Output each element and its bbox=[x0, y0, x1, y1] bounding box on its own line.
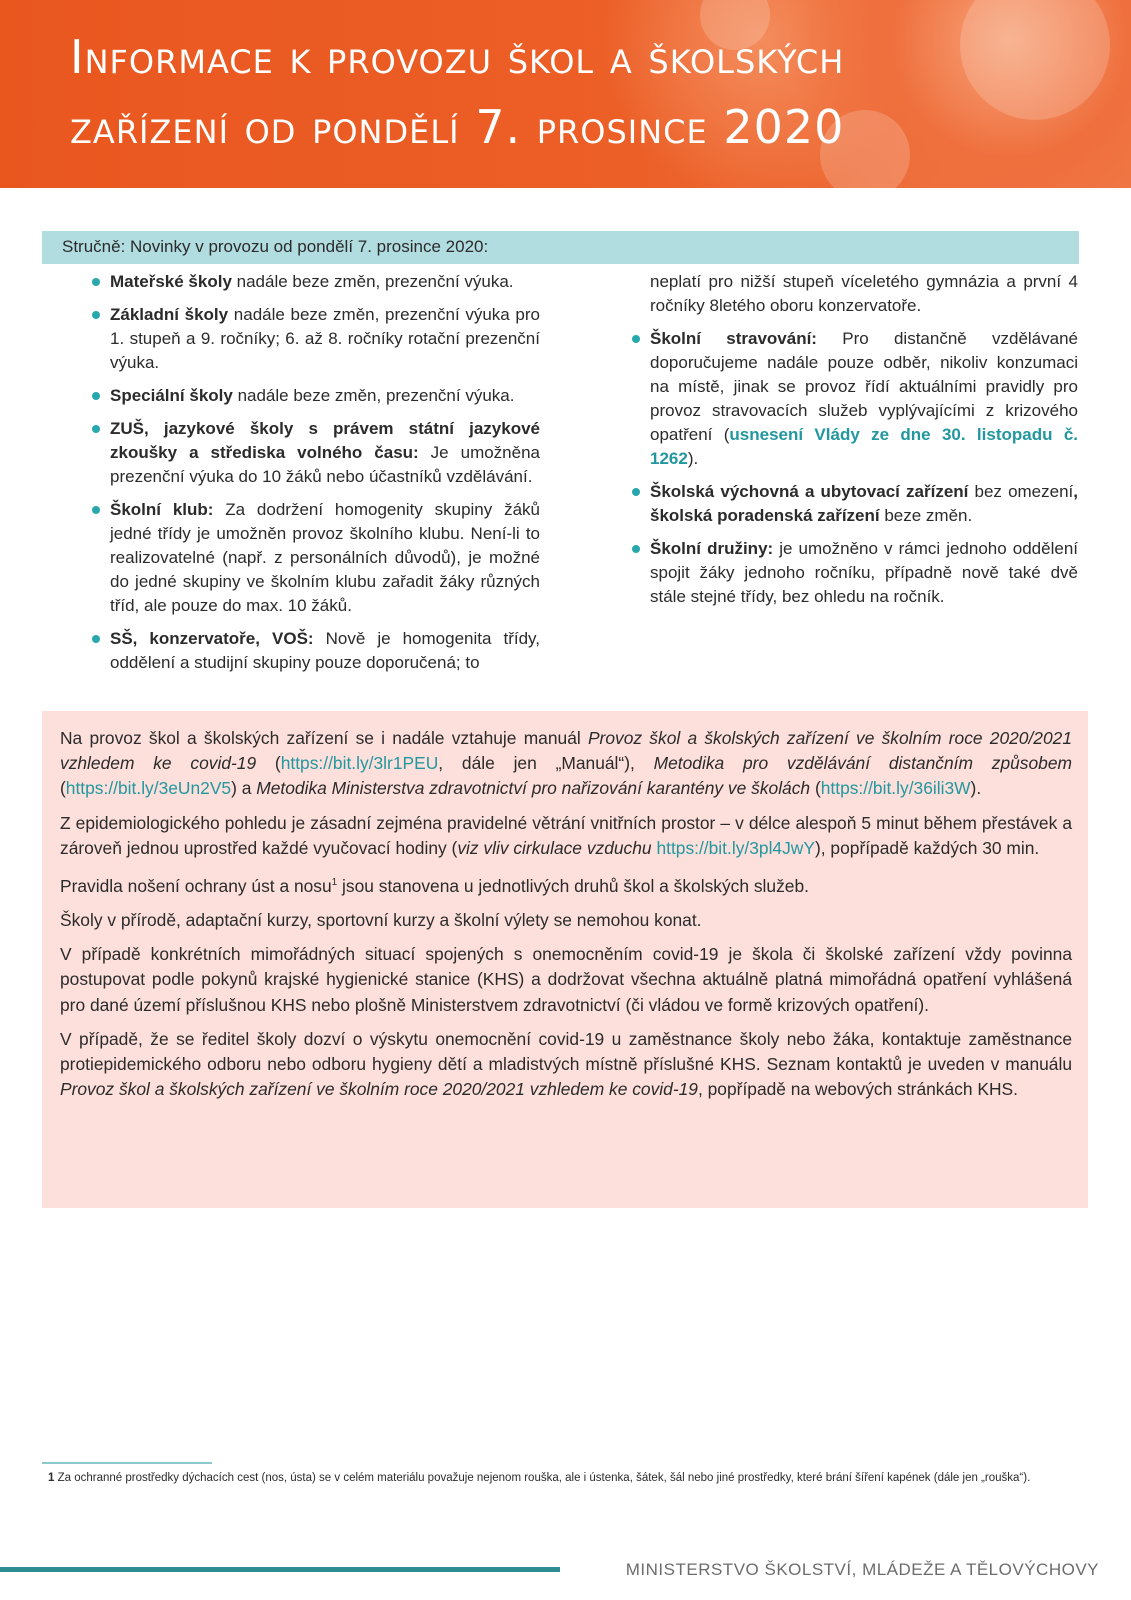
list-item bbox=[88, 417, 540, 489]
quarantine-methodology-title: Metodika Ministerstva zdravotnictví pro nařizování karantény ve školách bbox=[256, 778, 811, 799]
footnote-reference[interactable]: 1 bbox=[331, 877, 338, 889]
footnote-number: 1 bbox=[48, 1472, 55, 1484]
summary-list-right bbox=[628, 327, 1078, 609]
footer-accent-line bbox=[0, 1567, 560, 1572]
info-paragraph-contacts: V případě, že se ředitel školy dozví o výskytu onemocnění covid-19 u zaměstnance školy nebo žáka, kontaktuje zaměstnance protiepidemického odboru nebo odboru hygieny dětí a mladistvých místně příslušné KHS. Seznam kontaktů je uveden v manuálu Provoz škol a školských zařízení ve školním roce 2020/2021 vzhledem ke covid-19, popřípadě na webových stránkách KHS. bbox=[60, 1028, 1072, 1100]
item-text: Je umožněna prezenční výuka do 10 žáků nebo účastníků vzdělávání. bbox=[110, 443, 541, 486]
item-text: je umožněno v rámci jednoho oddělení spojit žáky jednoho ročníku, případně nově také dvě stále stejné třídy, bez ohledu na ročník. bbox=[650, 539, 1078, 606]
item-label: Školní stravování: bbox=[650, 329, 817, 348]
item-text: nadále beze změn, prezenční výuka. bbox=[232, 386, 515, 405]
summary-heading: Stručně: Novinky v provozu od pondělí 7. prosince 2020: bbox=[62, 237, 489, 256]
ventilation-reference: viz vliv cirkulace vzduchu bbox=[457, 837, 652, 858]
item-label: ZUŠ, jazykové školy s právem státní jazykové zkoušky a střediska volného času: bbox=[110, 419, 540, 462]
distance-methodology-title: Metodika pro vzdělávání distančním způsobem bbox=[653, 753, 1072, 774]
item-text: , bbox=[1073, 482, 1079, 501]
bullet-icon bbox=[92, 311, 100, 319]
info-paragraph-ventilation: Z epidemiologického pohledu je zásadní zejména pravidelné větrání vnitřních prostor – v délce alespoň 5 minut během přestávek a zároveň jednou uprostřed každé vyučovací hodiny (viz vliv cirkulace vzduchu https://bit.ly/3pl4JwY), popřípadě každých 30 min. bbox=[60, 812, 1072, 858]
info-paragraph-masks: Pravidla nošení ochrany úst a nosu$^1$ jsou stanovena u jednotlivých druhů škol a školských služeb. bbox=[60, 875, 809, 896]
bullet-icon bbox=[92, 392, 100, 400]
list-item bbox=[88, 384, 540, 408]
manual-title: Provoz škol a školských zařízení ve školním roce 2020/2021 vzhledem ke covid-19 bbox=[60, 728, 1072, 774]
item-label: Školská výchovná a ubytovací zařízení bbox=[650, 482, 969, 501]
ventilation-link[interactable]: https://bit.ly/3pl4JwY bbox=[656, 837, 815, 858]
list-item bbox=[88, 303, 540, 375]
info-paragraph-khs: V případě konkrétních mimořádných situací spojených s onemocněním covid-19 je škola či školské zařízení vždy povinna postupovat podle pokynů krajské hygienické stanice (KHS) a dodržovat všechna aktuálně platná mimořádná opatření vyhlášená pro dané území příslušnou KHS nebo plošně Ministerstvem zdravotnictví (či vládou ve formě krizových opatření). bbox=[60, 944, 1072, 1015]
summary-list-left bbox=[88, 270, 540, 675]
bullet-icon bbox=[632, 488, 640, 496]
footnote bbox=[48, 1470, 1078, 1487]
government-resolution-link[interactable]: usnesení Vlády ze dne 30. listopadu č. 1262 bbox=[650, 425, 1079, 468]
list-item bbox=[628, 327, 1078, 471]
item-label: Mateřské školy bbox=[110, 272, 232, 291]
list-item bbox=[628, 537, 1078, 609]
footnote-text: Za ochranné prostředky dýchacích cest (nos, ústa) se v celém materiálu považuje nejenom rouška, ale i ústenka, šátek, šál nebo jiné prostředky, které brání šíření kapének (dále jen „rouška“). bbox=[54, 1472, 1031, 1484]
item-text: bez omezení bbox=[968, 482, 1074, 501]
list-item bbox=[88, 627, 540, 675]
item-label: Školní družiny: bbox=[650, 539, 774, 558]
page-title-line-1: Informace k provozu škol a školských bbox=[70, 30, 845, 84]
summary-heading-bar bbox=[42, 231, 1079, 264]
item-label: Speciální školy bbox=[110, 386, 233, 405]
manual-title: Provoz škol a školských zařízení ve školním roce 2020/2021 vzhledem ke covid-19 bbox=[60, 1079, 698, 1100]
footnote-divider bbox=[42, 1462, 212, 1464]
list-item bbox=[88, 270, 540, 294]
item-label: školská poradenská zařízení bbox=[650, 506, 880, 525]
virus-decoration-icon bbox=[960, 0, 1110, 120]
info-paragraph-trips: Školy v přírodě, adaptační kurzy, sportovní kurzy a školní výlety se nemohou konat. bbox=[60, 910, 702, 931]
list-item bbox=[88, 498, 540, 618]
ministry-name: MINISTERSTVO ŠKOLSTVÍ, MLÁDEŽE A TĚLOVÝCHOVY bbox=[625, 1560, 1099, 1579]
left-column bbox=[88, 270, 540, 684]
distance-methodology-link[interactable]: https://bit.ly/3eUn2V5 bbox=[65, 778, 232, 799]
bullet-icon bbox=[632, 335, 640, 343]
item-label: Školní klub: bbox=[110, 500, 214, 519]
page-title-line-2: zařízení od pondělí 7. prosince 2020 bbox=[70, 100, 845, 154]
item-label: Základní školy bbox=[110, 305, 229, 324]
bullet-icon bbox=[92, 425, 100, 433]
item-text: nadále beze změn, prezenční výuka. bbox=[231, 272, 514, 291]
item-text: nadále beze změn, prezenční výuka pro 1. stupeň a 9. ročníky; 6. až 8. ročníky rotační prezenční výuka. bbox=[110, 305, 540, 372]
item-text: Nově je homogenita třídy, oddělení a studijní skupiny pouze doporučená; to bbox=[110, 629, 540, 672]
bullet-icon bbox=[92, 635, 100, 643]
right-column bbox=[628, 270, 1078, 618]
list-item bbox=[628, 480, 1078, 528]
item-text: Pro distančně vzdělávané doporučujeme nadále pouze odběr, nikoliv konzumaci na místě, jinak se provoz řídí aktuálními pravidly pro provoz stravovacích služeb vyplývajícími z krizového opatření ( bbox=[650, 329, 1079, 444]
bullet-icon bbox=[632, 545, 640, 553]
title-banner bbox=[0, 0, 1131, 188]
bullet-icon bbox=[92, 506, 100, 514]
info-paragraph-manual: Na provoz škol a školských zařízení se i nadále vztahuje manuál Provoz škol a školských zařízení ve školním roce 2020/2021 vzhledem ke covid-19 (https://bit.ly/3lr1PEU, dále jen „Manuál“), Metodika pro vzdělávání distančním způsobem (https://bit.ly/3eUn2V5) a Metodika Ministerstva zdravotnictví pro nařizování karantény ve školách (https://bit.ly/36ili3W). bbox=[60, 728, 1072, 799]
item-text: ). bbox=[687, 449, 699, 468]
manual-link[interactable]: https://bit.ly/3lr1PEU bbox=[280, 753, 439, 774]
info-box bbox=[42, 711, 1088, 1208]
item-text: beze změn. bbox=[879, 506, 973, 525]
item-label: SŠ, konzervatoře, VOŠ: bbox=[110, 629, 314, 648]
list-item-continuation: neplatí pro nižší stupeň víceletého gymnázia a první 4 ročníky 8letého oboru konzervatoře. bbox=[650, 272, 1078, 315]
item-text: Za dodržení homogenity skupiny žáků jedné třídy je umožněn provoz školního klubu. Není-li to realizovatelné (např. z personálních důvodů), je možné do jedné skupiny ve školním klubu zařadit žáky různých tříd, ale pouze do max. 10 žáků. bbox=[110, 500, 540, 615]
quarantine-methodology-link[interactable]: https://bit.ly/36ili3W bbox=[820, 778, 971, 799]
bullet-icon bbox=[92, 278, 100, 286]
